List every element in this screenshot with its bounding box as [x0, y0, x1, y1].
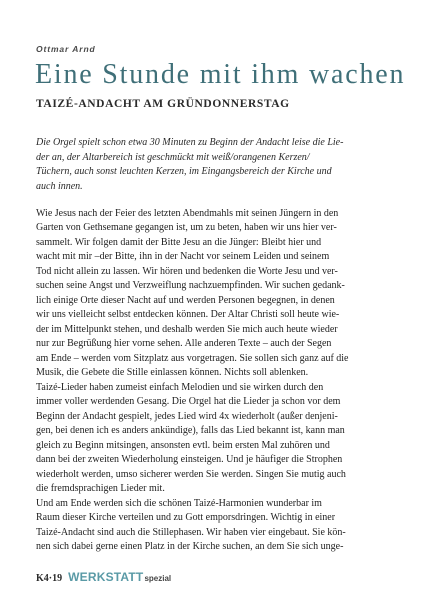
lead-line: auch innen.: [36, 180, 83, 192]
body-line: Und am Ende werden sich die schönen Taizé-Harmonien wunderbar im: [36, 497, 322, 509]
author-name: Ottmar Arnd: [36, 44, 96, 54]
magazine-logo: WERKSTATT: [68, 570, 144, 584]
lead-paragraph: [36, 136, 392, 194]
body-line: Raum dieser Kirche verteilen und zu Gott emporsdringen. Wichtig in einer: [36, 512, 336, 524]
body-line: wacht mit mir –der Bitte, ihn in der Nacht vor seinem Leiden und seinem: [36, 251, 330, 263]
body-line: lich einige Orte dieser Nacht auf und werden Personen begegnen, in denen: [36, 294, 335, 306]
body-line: gleich zu Beginn mitsingen, ansonsten evtl. beim ersten Mal zuhören und: [36, 439, 330, 451]
body-line: suchen seine Angst und Verzweiflung nachzuempfinden. Wir suchen gedank-: [36, 280, 345, 292]
body-line: Beginn der Andacht gespielt, jedes Lied wird 4x wiederholt (außer denjeni-: [36, 410, 338, 422]
article-subtitle: TAIZÉ-ANDACHT AM GRÜNDONNERSTAG: [36, 98, 290, 110]
body-line: der im Mittelpunkt stehen, und deshalb werden Sie mich auch heute wieder: [36, 323, 338, 335]
body-text: [36, 207, 400, 555]
body-line: dann bei der zweiten Wiederholung einsteigen. Und je häufiger die Strophen: [36, 454, 343, 466]
body-line: Tod nicht allein zu lassen. Wir hören und bedenken die Worte Jesu und ver-: [36, 265, 338, 277]
body-line: Garten von Gethsemane gegangen ist, um zu beten, haben wir uns hier ver-: [36, 222, 337, 234]
lead-line: Die Orgel spielt schon etwa 30 Minuten zu Beginn der Andacht leise die Lie-: [36, 137, 344, 148]
body-line: die fremdsprachigen Lieder mit.: [36, 483, 165, 495]
page-footer: [36, 570, 171, 584]
body-line: wiederholt werden, umso sicherer werden Sie werden. Singen Sie mutig auch: [36, 468, 346, 480]
lead-line: der an, der Altarbereich ist geschmückt mit weiß/orangenen Kerzen/: [36, 151, 310, 163]
magazine-logo-sub: spezial: [144, 574, 172, 583]
body-line: Taizé-Lieder haben zumeist einfach Melodien und sie wirken durch den: [36, 381, 324, 393]
body-line: am Ende – werden vom Sitzplatz aus vorgetragen. Sie sollen sich ganz auf die: [36, 352, 349, 364]
body-line: Wie Jesus nach der Feier des letzten Abendmahls mit seinen Jüngern in den: [36, 208, 339, 219]
body-line: immer voller werdenden Gesang. Die Orgel hat die Lieder ja schon vor dem: [36, 396, 341, 408]
body-line: wir uns vielleicht selbst entdecken können. Der Altar Christi soll heute wie-: [36, 309, 340, 321]
body-line: Taizé-Andacht sind auch die Stillephasen. Wir haben vier eingebaut. Sie kön-: [36, 526, 346, 538]
issue-folio: K4·19: [36, 573, 63, 584]
body-line: Musik, die Gebete die Stille einlassen können. Nichts soll ablenken.: [36, 367, 309, 379]
body-line: sammelt. Wir folgen damit der Bitte Jesu an die Jünger: Bleibt hier und: [36, 236, 322, 248]
lead-line: Tüchern, auch sonst leuchten Kerzen, im Eingangsbereich der Kirche und: [36, 166, 332, 178]
body-line: gen, bei denen ich es anders ankündige), falls das Lied bekannt ist, kann man: [36, 425, 345, 437]
body-line: nur zur Begrüßung hier vorne sehen. Alle anderen Texte – auch der Segen: [36, 338, 332, 350]
body-line: nen sich dabei gerne einen Platz in der Kirche suchen, an dem Sie sich unge-: [36, 541, 344, 553]
article-title: Eine Stunde mit ihm wachen: [35, 59, 406, 90]
